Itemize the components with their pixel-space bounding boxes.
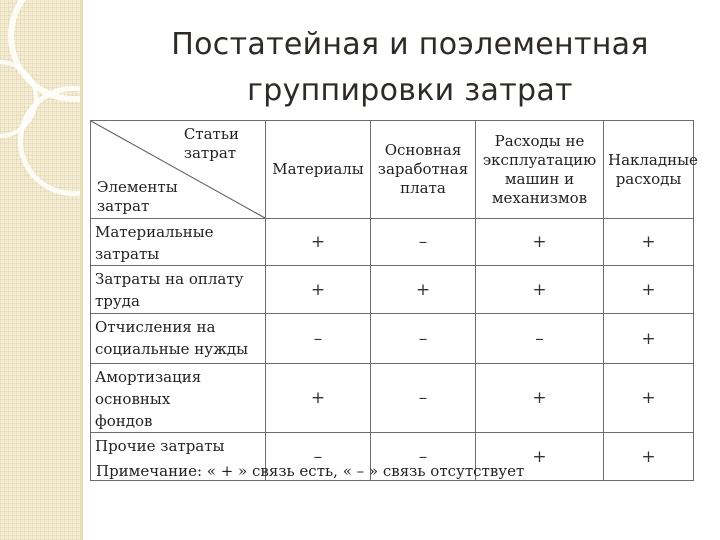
corner-bottom-line: затрат <box>97 197 150 215</box>
slide-title <box>130 22 690 114</box>
table-cell-mark: + <box>604 433 694 481</box>
table-cell-mark: – <box>266 433 371 481</box>
decorative-sidebar <box>0 0 80 540</box>
corner-top-line: затрат <box>183 144 237 162</box>
header-line: заработная <box>377 160 469 178</box>
corner-top-line: Статьи <box>183 125 239 143</box>
header-line: Материалы <box>272 160 364 178</box>
table-cell-mark: + <box>371 266 476 314</box>
header-line: расходы <box>615 169 682 188</box>
corner-header-articles <box>184 125 239 163</box>
cost-grouping-table <box>90 120 698 481</box>
table-cell-mark: + <box>266 364 371 433</box>
table-cell-mark: + <box>604 219 694 266</box>
header-line: плата <box>400 179 446 197</box>
table-cell-mark: + <box>266 219 371 266</box>
column-header-overhead <box>604 121 698 219</box>
header-line: механизмов <box>491 188 588 207</box>
corner-bottom-line: Элементы <box>97 178 178 196</box>
row-label <box>91 266 266 314</box>
column-header-wages <box>371 121 476 219</box>
header-line: машин и <box>504 169 575 188</box>
header-line: Расходы не <box>494 131 585 150</box>
corner-header-cell <box>91 121 266 219</box>
table-row <box>91 219 694 266</box>
row-label-line: Отчисления на <box>95 318 216 336</box>
row-label-line: труда <box>95 292 140 310</box>
sidebar-divider <box>80 0 83 540</box>
corner-header-elements <box>97 178 178 216</box>
table-cell-mark: + <box>476 219 604 266</box>
title-line-1: Постатейная и поэлементная <box>171 27 649 62</box>
table-cell-mark: + <box>476 433 604 481</box>
column-header-machinery <box>476 121 604 219</box>
title-line-2: группировки затрат <box>247 73 573 108</box>
table-footnote: Примечание: « + » связь есть, « – » связь отсутствует <box>96 462 525 480</box>
row-label <box>91 219 266 266</box>
table-cell-mark: – <box>371 219 476 266</box>
table-cell-mark: + <box>476 364 604 433</box>
table-row <box>91 364 694 433</box>
row-label <box>91 364 266 433</box>
table-cell-mark: + <box>604 314 694 364</box>
header-line: Накладные <box>608 150 698 169</box>
table-header-row <box>91 121 694 219</box>
row-label-line: Затраты на оплату <box>95 270 244 288</box>
column-header-materials <box>266 121 371 219</box>
table-cell-mark: – <box>371 314 476 364</box>
header-line: эксплуатацию <box>482 150 597 169</box>
header-line: Основная <box>384 141 462 159</box>
table-row <box>91 314 694 364</box>
table-cell-mark: – <box>266 314 371 364</box>
table-cell-mark: + <box>476 266 604 314</box>
table-cell-mark: + <box>604 364 694 433</box>
row-label-line: фондов <box>95 412 153 430</box>
table-cell-mark: – <box>371 364 476 433</box>
table-cell-mark: + <box>604 266 694 314</box>
row-label-line: Прочие затраты <box>95 437 225 455</box>
table-cell-mark: – <box>371 433 476 481</box>
table-cell-mark: – <box>476 314 604 364</box>
row-label-line: Амортизация основных <box>95 368 202 408</box>
table-row <box>91 266 694 314</box>
row-label-line: Материальные затраты <box>95 223 214 263</box>
row-label-line: социальные нужды <box>95 340 249 358</box>
table-cell-mark: + <box>266 266 371 314</box>
row-label <box>91 314 266 364</box>
